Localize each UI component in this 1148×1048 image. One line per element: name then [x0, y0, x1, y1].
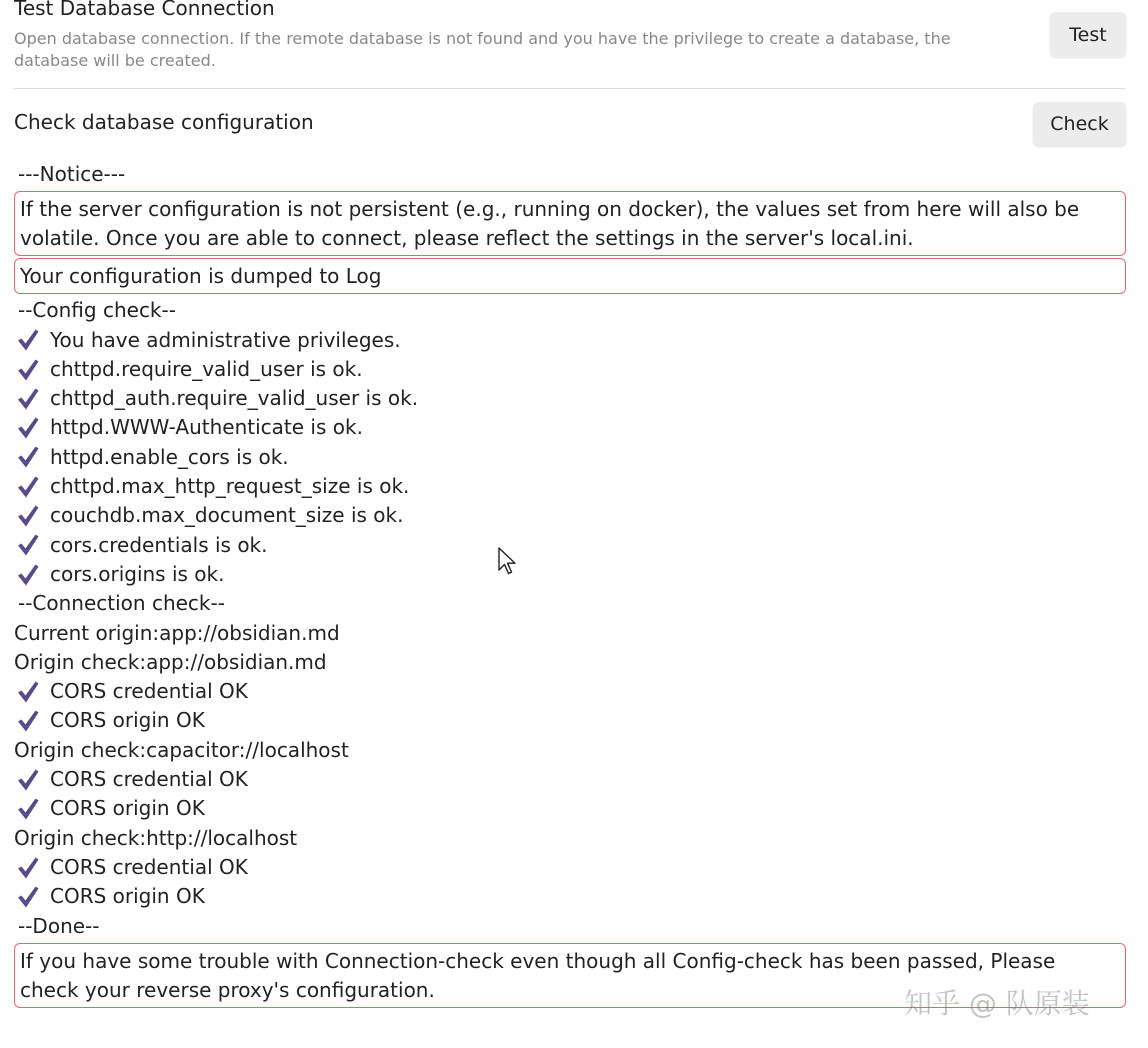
check-icon — [16, 856, 40, 880]
check-text: chttpd.max_http_request_size is ok. — [50, 474, 410, 499]
section-divider — [14, 88, 1126, 89]
test-button[interactable]: Test — [1050, 12, 1126, 57]
config-check-item — [14, 355, 1126, 384]
config-check-item — [14, 501, 1126, 530]
config-check-item — [14, 531, 1126, 560]
check-text: CORS origin OK — [50, 884, 205, 909]
test-connection-setting — [14, 0, 1126, 72]
cors-check-item — [14, 794, 1126, 823]
test-connection-description: Open database connection. If the remote database is not found and you have the privilege to create a database, the database will be created. — [14, 29, 951, 70]
check-icon — [16, 533, 40, 557]
check-log — [14, 160, 1126, 1010]
notice-box: If the server configuration is not persistent (e.g., running on docker), the values set from here will also be volatile. Once you are able to connect, please reflect the settings in the server's local.ini. — [14, 191, 1126, 256]
config-check-item — [14, 443, 1126, 472]
check-icon — [16, 445, 40, 469]
check-icon — [16, 709, 40, 733]
check-config-setting — [14, 110, 1126, 134]
config-check-item — [14, 560, 1126, 589]
check-config-title: Check database configuration — [14, 110, 314, 134]
check-text: couchdb.max_document_size is ok. — [50, 503, 404, 528]
test-connection-title: Test Database Connection — [14, 0, 275, 20]
check-icon — [16, 680, 40, 704]
check-text: chttpd.require_valid_user is ok. — [50, 356, 363, 381]
mouse-pointer-icon — [497, 546, 519, 576]
cors-check-item — [14, 765, 1126, 794]
check-icon — [16, 768, 40, 792]
config-check-item — [14, 384, 1126, 413]
origin-check-label: Origin check:http://localhost — [14, 825, 298, 850]
check-icon — [16, 358, 40, 382]
cors-check-item — [14, 706, 1126, 735]
check-text: CORS credential OK — [50, 767, 248, 792]
notice-header: ---Notice--- — [18, 162, 126, 186]
done-header: --Done-- — [18, 913, 100, 938]
check-icon — [16, 797, 40, 821]
connection-check-header: --Connection check-- — [18, 591, 225, 616]
config-check-item — [14, 326, 1126, 355]
check-text: CORS credential OK — [50, 854, 248, 879]
config-check-header: --Config check-- — [18, 298, 176, 323]
check-text: chttpd_auth.require_valid_user is ok. — [50, 386, 419, 411]
check-icon — [16, 328, 40, 352]
check-text: cors.credentials is ok. — [50, 532, 268, 557]
config-check-list — [14, 326, 1126, 590]
check-text: httpd.WWW-Authenticate is ok. — [50, 415, 363, 440]
final-box: If you have some trouble with Connection-check even though all Config-check has been passed, Please check your reverse proxy's configuration. — [14, 943, 1126, 1008]
watermark: 知乎 @ 队原装 — [904, 987, 1090, 1020]
dump-box: Your configuration is dumped to Log — [14, 258, 1126, 294]
cors-check-item — [14, 853, 1126, 882]
origin-check-list — [14, 648, 1126, 912]
cors-check-item — [14, 882, 1126, 911]
config-check-item — [14, 413, 1126, 442]
origin-check-label: Origin check:app://obsidian.md — [14, 649, 327, 674]
cors-check-item — [14, 677, 1126, 706]
check-text: httpd.enable_cors is ok. — [50, 444, 289, 469]
current-origin: Current origin:app://obsidian.md — [14, 620, 340, 645]
check-text: CORS origin OK — [50, 708, 205, 733]
check-button[interactable]: Check — [1033, 102, 1126, 146]
check-text: cors.origins is ok. — [50, 561, 225, 586]
check-icon — [16, 416, 40, 440]
check-icon — [16, 563, 40, 587]
check-icon — [16, 387, 40, 411]
check-text: CORS credential OK — [50, 679, 248, 704]
config-check-item — [14, 472, 1126, 501]
check-icon — [16, 475, 40, 499]
check-icon — [16, 504, 40, 528]
check-text: CORS origin OK — [50, 796, 205, 821]
origin-check-label: Origin check:capacitor://localhost — [14, 737, 349, 762]
check-icon — [16, 885, 40, 909]
check-text: You have administrative privileges. — [50, 327, 401, 352]
